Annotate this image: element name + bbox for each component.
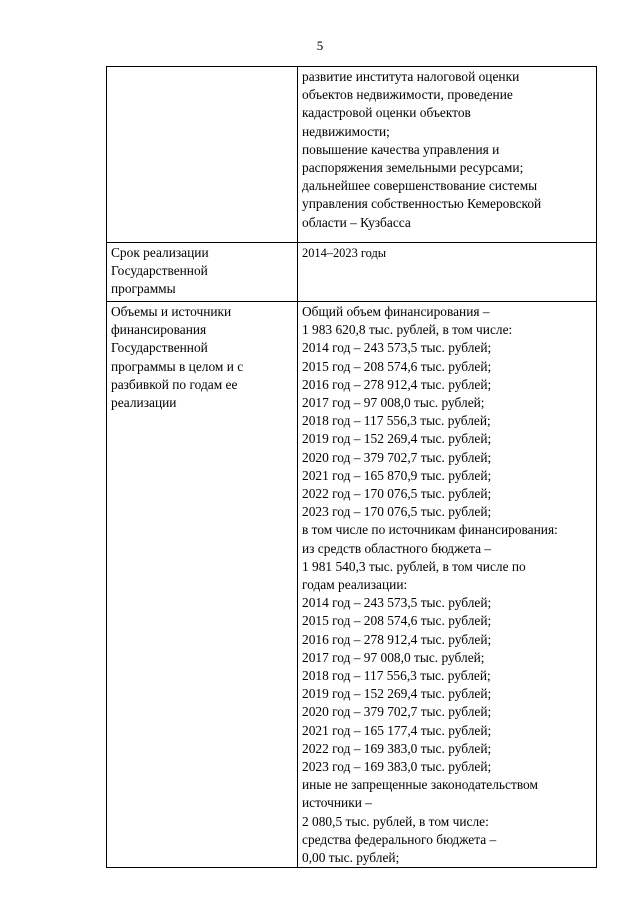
value-cell-financing bbox=[298, 302, 597, 868]
label-cell-financing bbox=[107, 302, 298, 868]
financing-line: 2021 год – 165 870,9 тыс. рублей; bbox=[302, 467, 492, 483]
financing-label-line: программы в целом и с bbox=[111, 358, 244, 374]
goals-line: кадастровой оценки объектов bbox=[302, 105, 471, 121]
label-cell-empty bbox=[107, 67, 298, 243]
financing-label-line: Объемы и источники bbox=[111, 304, 232, 319]
term-label-line: Срок реализации bbox=[111, 245, 209, 260]
page-number: 5 bbox=[316, 38, 324, 53]
financing-label-line: Государственной bbox=[111, 340, 208, 356]
table-row-financing bbox=[107, 302, 597, 868]
financing-line: 2014 год – 243 573,5 тыс. рублей; bbox=[302, 595, 492, 611]
value-cell-goals bbox=[298, 67, 597, 243]
financing-line: из средств областного бюджета – bbox=[302, 540, 492, 556]
financing-line: 2022 год – 170 076,5 тыс. рублей; bbox=[302, 486, 492, 502]
term-label-line: программы bbox=[111, 281, 176, 297]
goals-line: дальнейшее совершенствование системы bbox=[302, 178, 538, 194]
financing-line: 2018 год – 117 556,3 тыс. рублей; bbox=[302, 413, 491, 429]
goals-line: повышение качества управления и bbox=[302, 141, 500, 157]
financing-line: 0,00 тыс. рублей; bbox=[302, 850, 400, 866]
value-cell-term bbox=[298, 243, 597, 302]
financing-line: 2017 год – 97 008,0 тыс. рублей; bbox=[302, 395, 485, 411]
goals-line: развитие института налоговой оценки bbox=[302, 69, 520, 84]
financing-line: 1 983 620,8 тыс. рублей, в том числе: bbox=[302, 322, 513, 338]
term-value: 2014–2023 годы bbox=[302, 246, 387, 260]
financing-line: годам реализации: bbox=[302, 577, 408, 593]
goals-line: распоряжения земельными ресурсами; bbox=[302, 160, 524, 176]
financing-label-line: разбивкой по годам ее bbox=[111, 376, 238, 392]
goals-line: управления собственностью Кемеровской bbox=[302, 196, 542, 212]
financing-line: 2021 год – 165 177,4 тыс. рублей; bbox=[302, 722, 492, 738]
financing-line: 2019 год – 152 269,4 тыс. рублей; bbox=[302, 686, 492, 702]
financing-label-line: финансирования bbox=[111, 322, 207, 338]
financing-line: 2015 год – 208 574,6 тыс. рублей; bbox=[302, 358, 492, 374]
financing-line: 2017 год – 97 008,0 тыс. рублей; bbox=[302, 649, 485, 665]
financing-line: 2016 год – 278 912,4 тыс. рублей; bbox=[302, 631, 492, 647]
goals-line: области – Кузбасса bbox=[302, 214, 411, 230]
goals-line: объектов недвижимости, проведение bbox=[302, 87, 513, 103]
financing-line: 2016 год – 278 912,4 тыс. рублей; bbox=[302, 376, 492, 392]
financing-line: 2018 год – 117 556,3 тыс. рублей; bbox=[302, 668, 491, 684]
financing-line: в том числе по источникам финансирования: bbox=[302, 522, 558, 538]
term-label-line: Государственной bbox=[111, 263, 208, 279]
financing-line: иные не запрещенные законодательством bbox=[302, 777, 538, 793]
table-row-term bbox=[107, 243, 597, 302]
financing-label-line: реализации bbox=[111, 395, 177, 411]
financing-line: 2023 год – 170 076,5 тыс. рублей; bbox=[302, 504, 492, 520]
financing-line: 2020 год – 379 702,7 тыс. рублей; bbox=[302, 449, 492, 465]
financing-line: 2 080,5 тыс. рублей, в том числе: bbox=[302, 813, 489, 829]
financing-line: источники – bbox=[302, 795, 372, 811]
goals-line: недвижимости; bbox=[302, 123, 390, 139]
financing-line: 1 981 540,3 тыс. рублей, в том числе по bbox=[302, 558, 526, 574]
financing-line: 2014 год – 243 573,5 тыс. рублей; bbox=[302, 340, 492, 356]
financing-line: 2015 год – 208 574,6 тыс. рублей; bbox=[302, 613, 492, 629]
financing-line: средства федерального бюджета – bbox=[302, 831, 497, 847]
financing-line: 2019 год – 152 269,4 тыс. рублей; bbox=[302, 431, 492, 447]
program-passport-table bbox=[106, 66, 597, 868]
financing-line: 2020 год – 379 702,7 тыс. рублей; bbox=[302, 704, 492, 720]
table-row-goals bbox=[107, 67, 597, 243]
financing-line: Общий объем финансирования – bbox=[302, 304, 490, 319]
financing-line: 2023 год – 169 383,0 тыс. рублей; bbox=[302, 759, 492, 775]
label-cell-term bbox=[107, 243, 298, 302]
financing-line: 2022 год – 169 383,0 тыс. рублей; bbox=[302, 740, 492, 756]
